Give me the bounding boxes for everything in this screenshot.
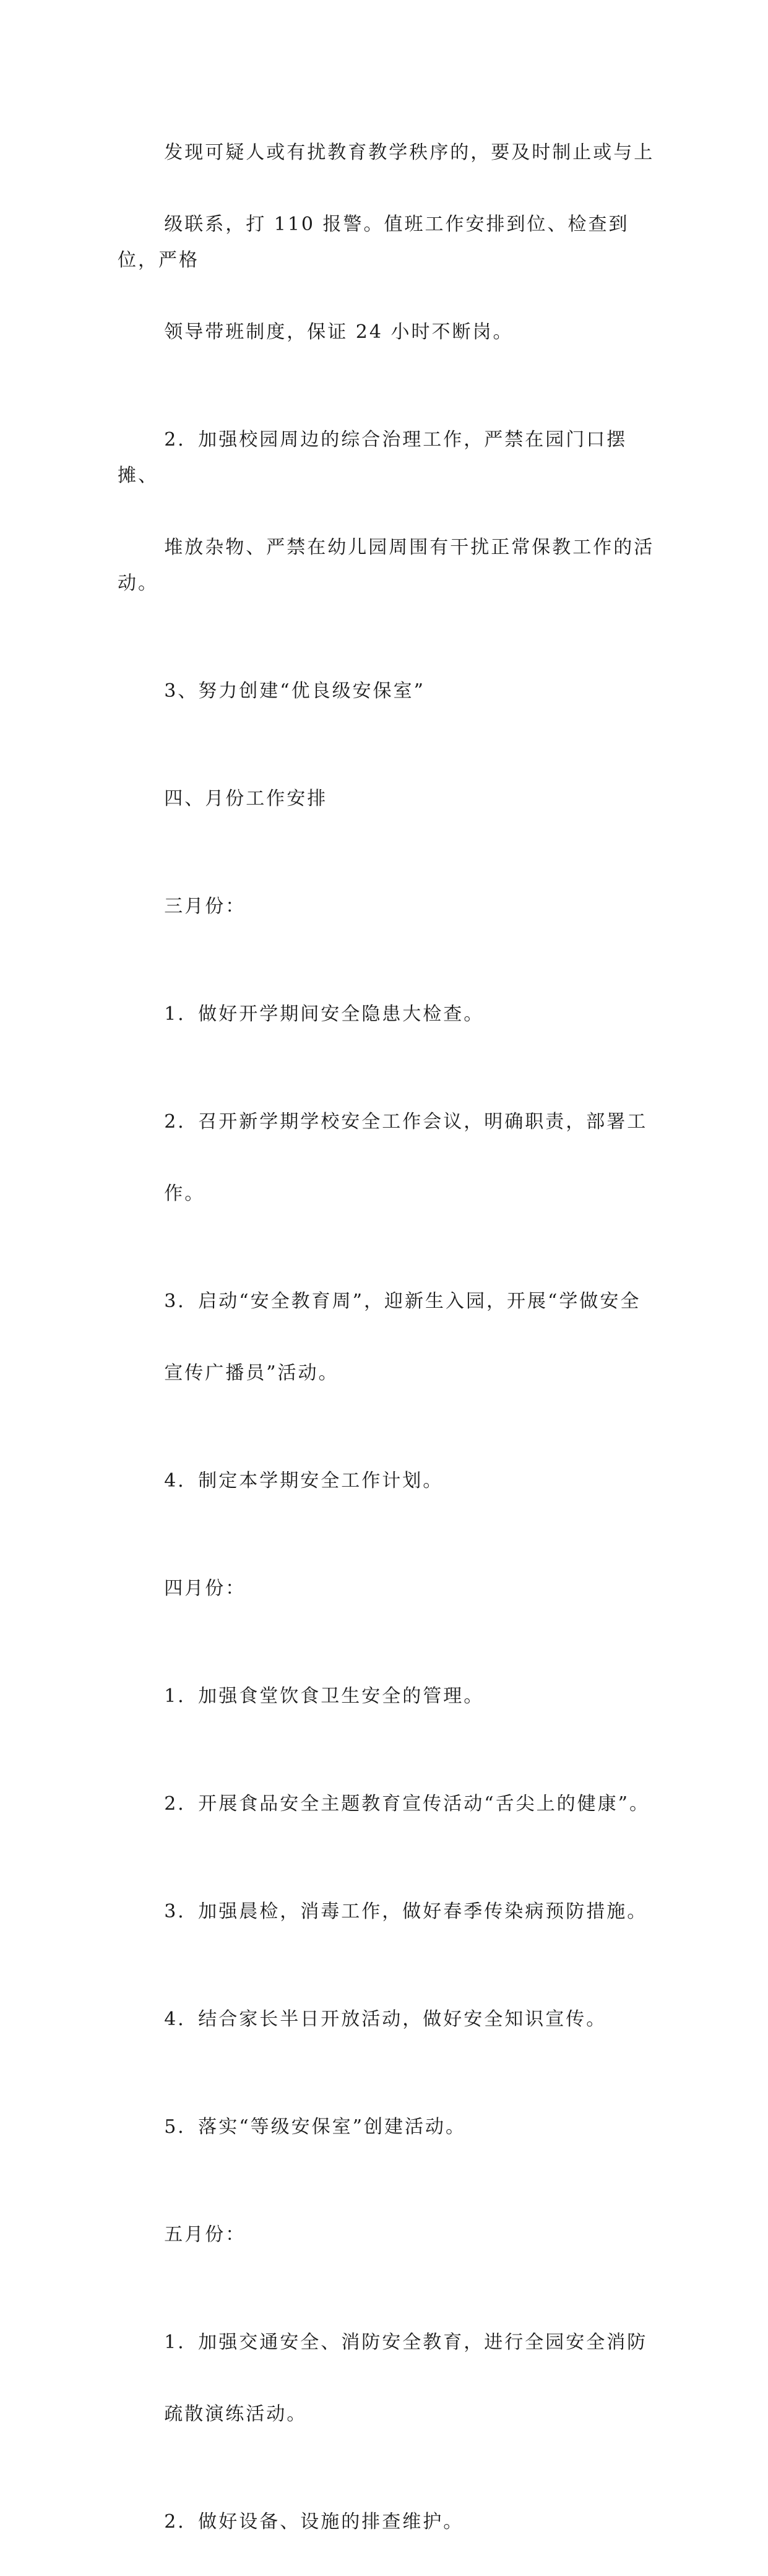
- document-body: [118, 99, 662, 2576]
- text-line: 疏散演练活动。: [164, 2403, 308, 2425]
- text-line: 2．加强校园周边的综合治理工作，严禁在园门口摆摊、: [118, 429, 628, 486]
- text-line: 3、努力创建“优良级安保室”: [164, 680, 425, 702]
- month-heading-may: [118, 2181, 662, 2289]
- text-line: 1．加强食堂饮食卫生安全的管理。: [164, 1685, 485, 1707]
- text-line: 级联系，打 110 报警。值班工作安排到位、检查到位，严格: [118, 214, 629, 271]
- list-item: [118, 1643, 662, 1750]
- text-line: 5．落实“等级安保室”创建活动。: [164, 2116, 466, 2138]
- text-line: 3．加强晨检，消毒工作，做好春季传染病预防措施。: [164, 1901, 648, 1922]
- list-item: [118, 2468, 662, 2576]
- text-line: 三月份：: [164, 896, 246, 917]
- text-line: 领导带班制度，保证 24 小时不断岗。: [164, 321, 514, 343]
- text-line: 4．制定本学期安全工作计划。: [164, 1470, 444, 1492]
- list-item: [118, 1427, 662, 1535]
- list-item: [118, 2289, 662, 2468]
- paragraph-security-room: [118, 638, 662, 745]
- month-heading-march: [118, 853, 662, 961]
- paragraph-security-duty: [118, 99, 662, 386]
- text-line: 1．做好开学期间安全隐患大检查。: [164, 1003, 485, 1025]
- text-line: 4．结合家长半日开放活动，做好安全知识宣传。: [164, 2008, 607, 2030]
- text-line: 五月份：: [164, 2224, 246, 2245]
- list-item: [118, 1750, 662, 1858]
- text-line: 2．做好设备、设施的排查维护。: [164, 2511, 464, 2533]
- list-item: [118, 961, 662, 1068]
- list-item: [118, 2073, 662, 2181]
- list-item: [118, 1068, 662, 1248]
- text-line: 1．加强交通安全、消防安全教育，进行全园安全消防: [164, 2332, 648, 2353]
- list-item: [118, 1966, 662, 2073]
- text-line: 2．召开新学期学校安全工作会议，明确职责，部署工: [164, 1111, 648, 1133]
- section-heading-monthly-plan: [118, 745, 662, 853]
- text-line: 四、月份工作安排: [164, 788, 328, 810]
- text-line: 2．开展食品安全主题教育宣传活动“舌尖上的健康”。: [164, 1793, 650, 1815]
- text-line: 发现可疑人或有扰教育教学秩序的，要及时制止或与上: [164, 142, 655, 163]
- list-item: [118, 1248, 662, 1427]
- text-line: 堆放杂物、严禁在幼儿园周围有干扰正常保教工作的活动。: [118, 537, 655, 594]
- text-line: 宣传广播员”活动。: [164, 1362, 339, 1384]
- list-item: [118, 1858, 662, 1966]
- month-heading-april: [118, 1535, 662, 1643]
- text-line: 作。: [164, 1183, 205, 1204]
- text-line: 3．启动“安全教育周”，迎新生入园，开展“学做安全: [164, 1290, 641, 1312]
- text-line: 四月份：: [164, 1578, 246, 1599]
- paragraph-campus-surroundings: [118, 386, 662, 638]
